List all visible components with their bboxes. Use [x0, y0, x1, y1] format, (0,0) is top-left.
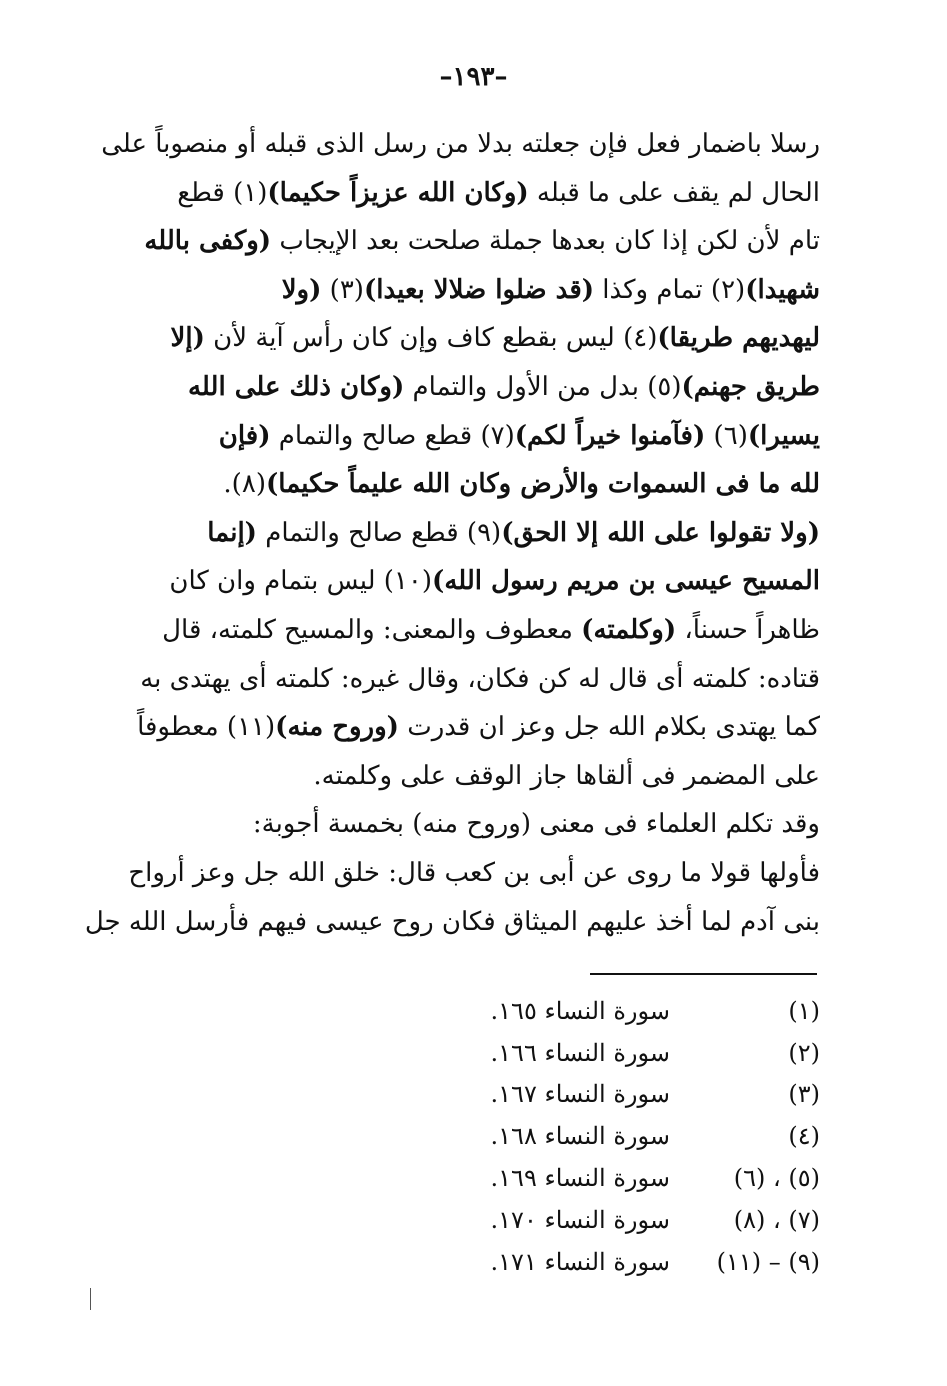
text-line [104, 606, 820, 655]
footnote-separator [590, 973, 817, 975]
text-segment: الحال لم يقف على ما قبله [528, 177, 820, 208]
text-line [104, 460, 820, 509]
quran-quote: (وكان ذلك على الله [187, 371, 405, 402]
quran-quote: شهيدا) [745, 274, 820, 305]
footnote-item [480, 1199, 820, 1241]
footnote-text: سورة النساء ١٦٩. [490, 1164, 670, 1193]
quran-quote: (فآمنوا خيراً لكم) [514, 420, 706, 451]
text-line [104, 314, 820, 363]
footnote-item [480, 1074, 820, 1116]
footnote-item [480, 1115, 820, 1157]
footnote-text: سورة النساء ١٧٠. [490, 1205, 670, 1234]
quran-quote: (قد ضلوا ضلالا بعيدا) [363, 274, 595, 305]
text-segment: (٢) تمام وكذا [594, 274, 746, 305]
text-line [104, 363, 820, 412]
text-line [84, 898, 820, 947]
text-segment: فأولها قولا ما روى عن أبى بن كعب قال: خلق الله جل وعز أرواح [128, 857, 820, 888]
text-segment: (٥) بدل من الأول والتمام [404, 371, 682, 402]
text-segment: (١٠) ليس بتمام وان كان [169, 566, 433, 597]
footnote-text: سورة النساء ١٦٦. [490, 1038, 670, 1067]
text-line [104, 849, 820, 898]
footnote-item [480, 1032, 820, 1074]
quran-quote: (فإن [218, 420, 271, 451]
text-segment: قتاده: كلمته أى قال له كن فكان، وقال غيره: كلمته أى يهتدى به [140, 663, 820, 694]
text-line [104, 217, 820, 266]
quran-quote: لله ما فى السموات والأرض وكان الله عليماً حكيما) [265, 469, 820, 500]
text-segment: معطوف والمعنى: والمسيح كلمته، قال [162, 614, 582, 645]
text-segment: كما يهتدى بكلام الله جل وعز ان قدرت [398, 712, 820, 743]
text-line [104, 412, 820, 461]
footnote-item [480, 990, 820, 1032]
margin-mark [90, 1288, 91, 1310]
text-segment: بنى آدم لما أخذ عليهم الميثاق فكان روح عيسى فيهم فأرسل الله جل [84, 906, 820, 937]
footnote-marker: (١) [788, 996, 820, 1025]
page-number: –١٩٣– [439, 62, 508, 92]
footnote-text: سورة النساء ١٦٨. [490, 1122, 670, 1151]
text-segment: (١١) معطوفاً [137, 712, 276, 743]
quran-quote: يسيرا) [747, 420, 820, 451]
text-segment: (١) قطع [177, 177, 268, 208]
footnote-marker: (٢) [788, 1038, 820, 1067]
text-line [104, 752, 820, 801]
quran-quote: (وروح منه) [275, 712, 399, 743]
text-line [104, 703, 820, 752]
text-segment: رسلا باضمار فعل فإن جعلته بدلا من رسل الذى قبله أو منصوباً على [101, 129, 820, 159]
footnote-marker: (٩) – (١١) [716, 1247, 820, 1276]
text-line [104, 266, 820, 315]
quran-quote: طريق جهنم) [681, 371, 820, 402]
text-segment: (٨). [223, 469, 266, 500]
quran-quote: المسيح عيسى بن مريم رسول الله) [432, 566, 820, 597]
text-segment: (٩) قطع صالح والتمام [256, 517, 502, 548]
text-segment: (٧) قطع صالح والتمام [270, 420, 515, 451]
text-segment: على المضمر فى ألقاها جاز الوقف على وكلمته. [313, 760, 820, 791]
text-segment: ظاهراً حسناً، [676, 614, 820, 645]
quran-quote: (إنما [207, 517, 257, 548]
text-line [104, 800, 820, 849]
quran-quote: (إلا [170, 323, 205, 354]
text-segment: وقد تكلم العلماء فى معنى (وروح منه) بخمسة أجوبة: [252, 809, 820, 840]
footnote-text: سورة النساء ١٦٧. [490, 1080, 670, 1109]
quran-quote: (ولا تقولوا على الله إلا الحق) [501, 517, 820, 548]
quran-quote: ليهديهم طريقا) [657, 323, 820, 354]
text-line [104, 169, 820, 218]
text-segment: تام لأن لكن إذا كان بعدها جملة صلحت بعد الإيجاب [271, 226, 820, 257]
footnote-item [480, 1241, 820, 1283]
quran-quote: (وكفى بالله [144, 226, 272, 257]
text-segment: (٣) [321, 274, 364, 305]
main-text [84, 120, 820, 946]
footnote-text: سورة النساء ١٦٥. [490, 996, 670, 1025]
footnotes-list [480, 990, 820, 1283]
footnote-marker: (٧) ، (٨) [733, 1205, 820, 1234]
footnote-marker: (٣) [788, 1080, 820, 1109]
text-line [104, 509, 820, 558]
text-line [101, 120, 820, 169]
text-line [104, 655, 820, 704]
text-segment: (٦) [705, 420, 748, 451]
quran-quote: (وكان الله عزيزاً حكيما) [267, 177, 529, 208]
text-line [104, 557, 820, 606]
quran-quote: (وكلمته) [581, 614, 677, 645]
text-segment: (٤) ليس بقطع كاف وإن كان رأس آية لأن [204, 323, 658, 354]
footnote-marker: (٥) ، (٦) [733, 1164, 820, 1193]
footnote-text: سورة النساء ١٧١. [490, 1247, 670, 1276]
quran-quote: (ولا [281, 274, 322, 305]
footnote-marker: (٤) [788, 1122, 820, 1151]
footnote-item [480, 1157, 820, 1199]
